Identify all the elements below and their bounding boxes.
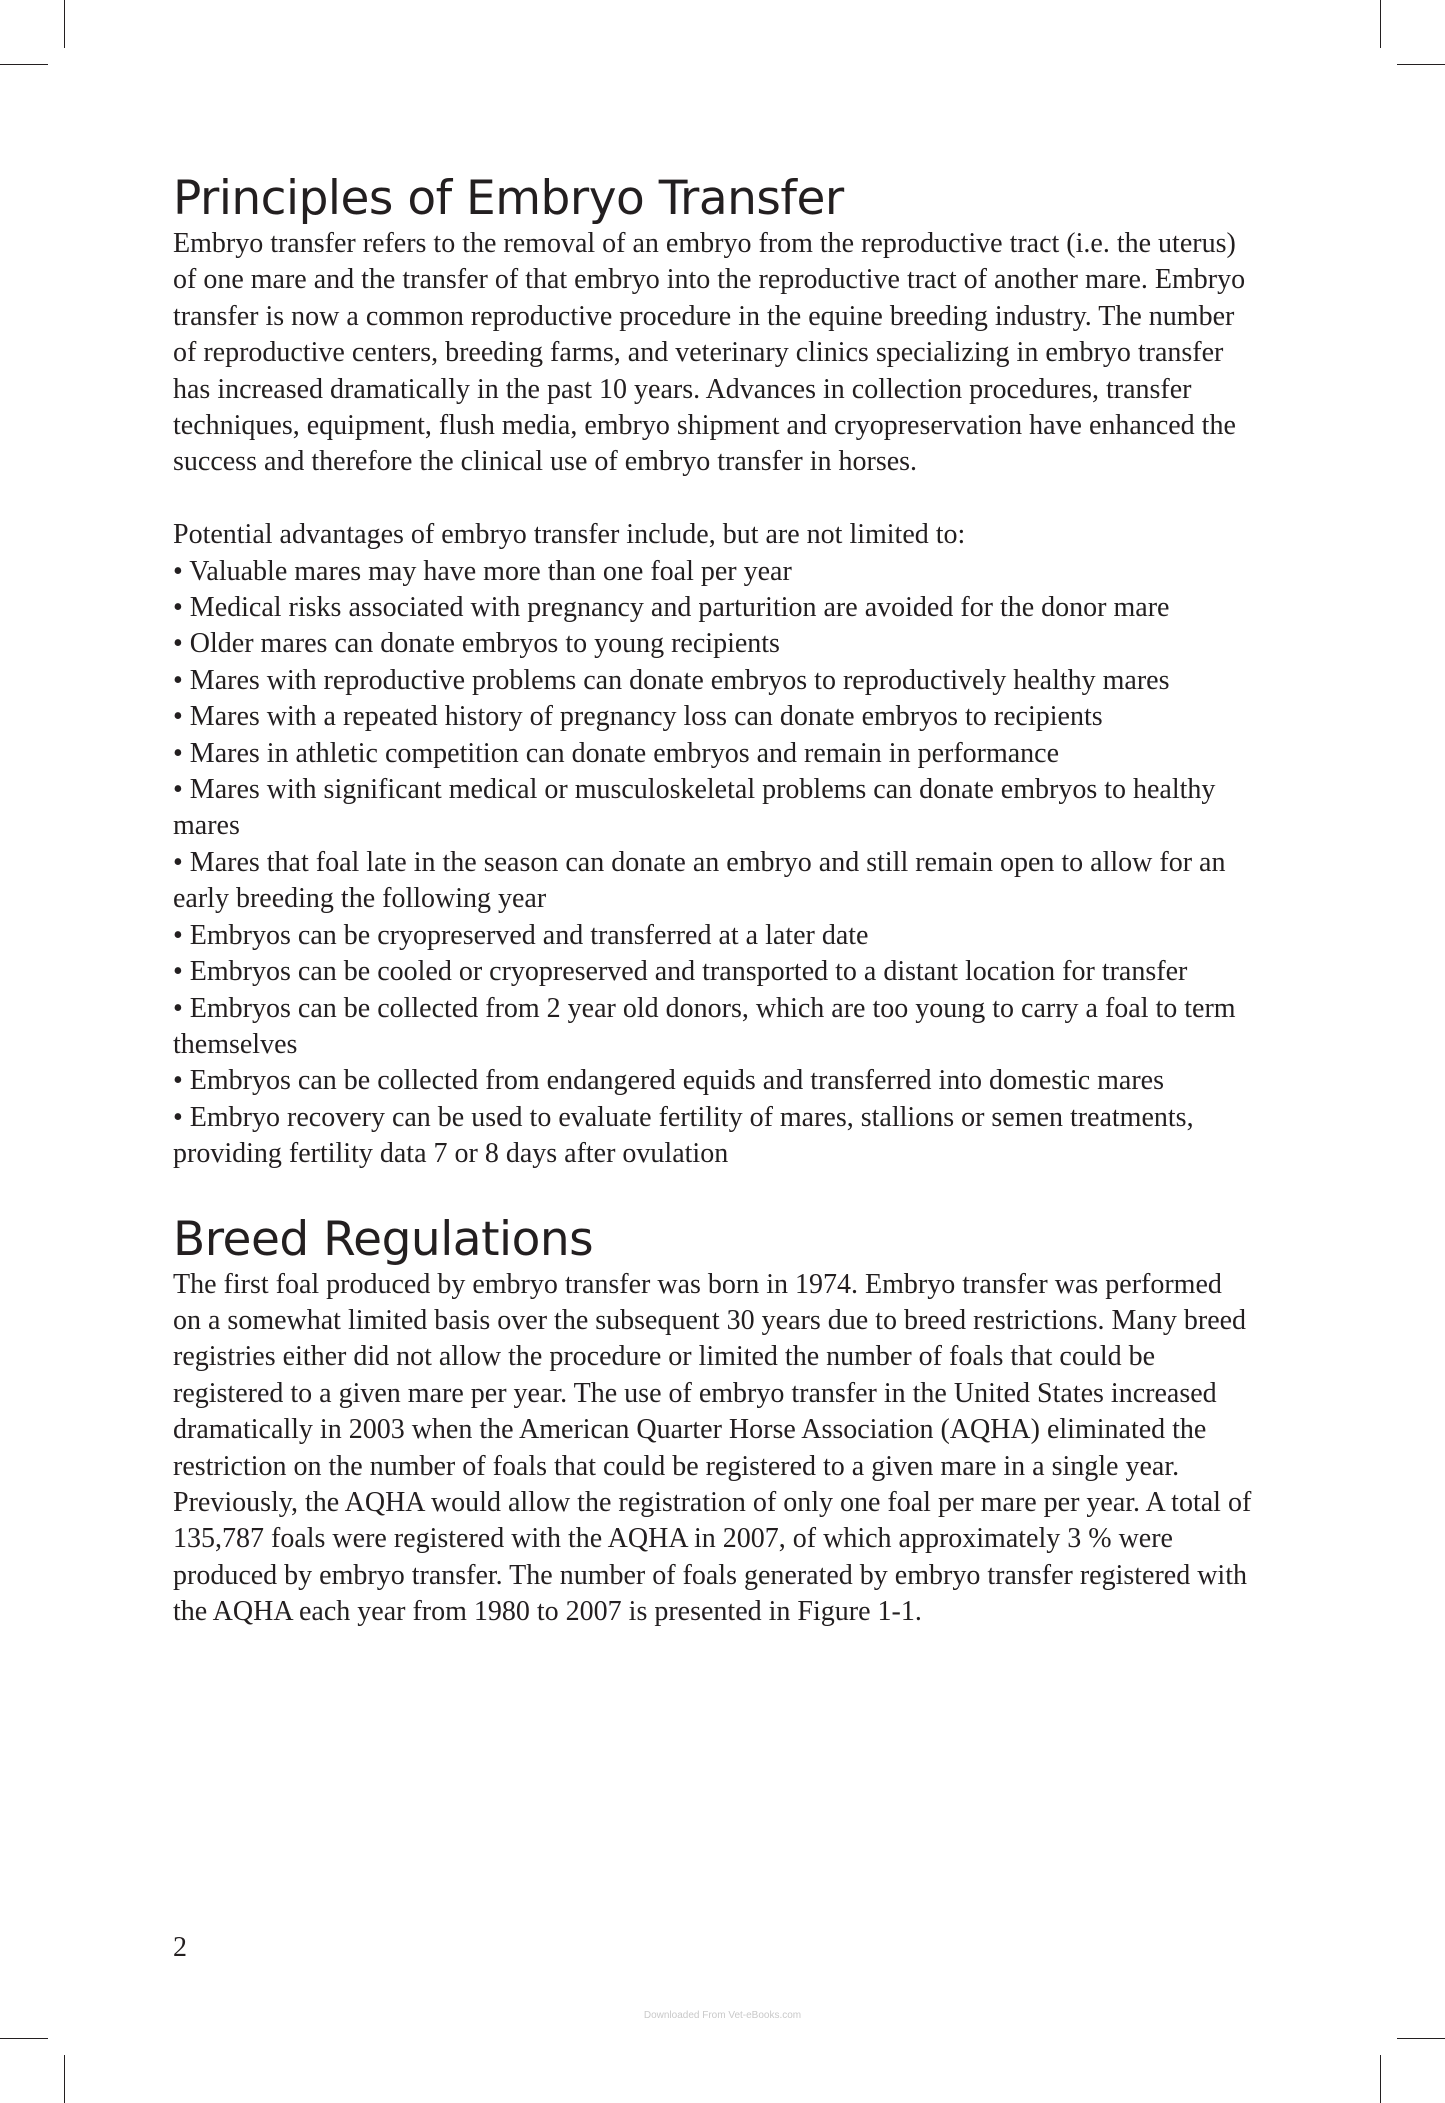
list-item: • Mares with significant medical or musculoskeletal problems can donate embryos to healthy mares (173, 774, 1216, 842)
crop-mark (0, 64, 48, 65)
footer-note: Downloaded From Vet-eBooks.com (643, 2010, 802, 2021)
list-item: • Embryos can be collected from endangered equids and transferred into domestic mares (173, 1065, 1164, 1097)
list-item: • Older mares can donate embryos to young recipients (173, 628, 780, 660)
list-item: • Mares that foal late in the season can donate an embryo and still remain open to allow for an early breeding the following year (173, 846, 1226, 915)
list-item: • Embryos can be collected from 2 year old donors, which are too young to carry a foal to term themselves (173, 992, 1236, 1060)
list-item: • Embryo recovery can be used to evaluate fertility of mares, stallions or semen treatments, providing fertility data 7 or 8 days after ovulation (173, 1101, 1194, 1170)
crop-mark (0, 2038, 48, 2039)
page-number: 2 (173, 1932, 187, 1963)
list-item: • Valuable mares may have more than one foal per year (173, 555, 792, 587)
list-item: • Embryos can be cooled or cryopreserved and transported to a distant location for transfer (173, 956, 1188, 988)
section-heading-principles: Principles of Embryo Transfer (173, 171, 844, 226)
principles-paragraph: Embryo transfer refers to the removal of an embryo from the reproductive tract (i.e. the uterus) of one mare and the transfer of that embryo into the reproductive tract of another mare. Embryo transfer is now a common reproductive procedure in the equine breeding industry. The number of reproductive centers, breeding farms, and veterinary clinics specializing in embryo transfer has increased dramatically in the past 10 years. Advances in collection procedures, transfer techniques, equipment, flush media, embryo shipment and cryopreservation have enhanced the success and therefore the clinical use of embryo transfer in horses. (173, 228, 1246, 478)
crop-mark (64, 0, 65, 48)
advantages-list (173, 554, 1253, 1173)
crop-mark (1380, 2055, 1381, 2103)
spacer (173, 481, 1253, 517)
list-item: • Mares in athletic competition can donate embryos and remain in performance (173, 737, 1060, 769)
crop-mark (1397, 64, 1445, 65)
list-item: • Mares with a repeated history of pregnancy loss can donate embryos to recipients (173, 701, 1103, 733)
crop-mark (1397, 2038, 1445, 2039)
breed-regulations-paragraph: The first foal produced by embryo transfer was born in 1974. Embryo transfer was performed on a somewhat limited basis over the subsequent 30 years due to breed restrictions. Many breed registries either did not allow the procedure or limited the number of foals that could be registered to a given mare per year. The use of embryo transfer in the United States increased dramatically in 2003 when the American Quarter Horse Association (AQHA) eliminated the restriction on the number of foals that could be registered to a given mare in a single year. Previously, the AQHA would allow the registration of only one foal per mare per year. A total of 135,787 foals were registered with the AQHA in 2007, of which approximately 3 % were produced by embryo transfer. The number of foals generated by embryo transfer registered with the AQHA each year from 1980 to 2007 is presented in Figure 1-1. (173, 1268, 1252, 1628)
section-heading-breed-regulations: Breed Regulations (173, 1211, 594, 1267)
crop-mark (64, 2055, 65, 2103)
crop-mark (1380, 0, 1381, 48)
list-item: • Embryos can be cryopreserved and transferred at a later date (173, 919, 869, 951)
advantages-intro: Potential advantages of embryo transfer include, but are not limited to: (173, 519, 966, 551)
spacer (173, 1173, 1253, 1213)
document-page (173, 172, 1253, 1631)
list-item: • Medical risks associated with pregnancy and parturition are avoided for the donor mare (173, 592, 1170, 624)
list-item: • Mares with reproductive problems can donate embryos to reproductively healthy mares (173, 664, 1170, 696)
